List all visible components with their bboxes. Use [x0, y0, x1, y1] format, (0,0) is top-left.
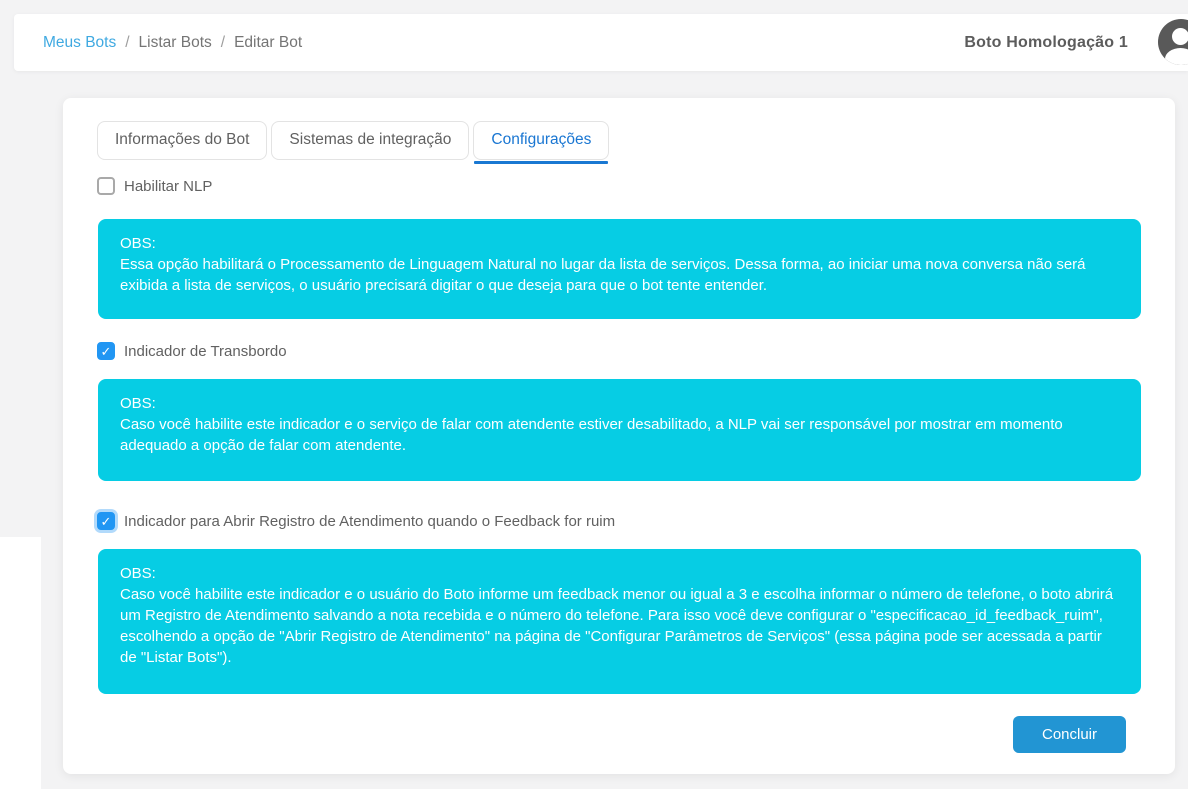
- breadcrumb-link-meus-bots[interactable]: Meus Bots: [43, 33, 117, 51]
- avatar-head-shape: [1172, 28, 1188, 45]
- bot-settings-card: [63, 98, 1175, 774]
- breadcrumb-item-editar-bot: Editar Bot: [234, 33, 303, 51]
- obs-text: Caso você habilite este indicador e o serviço de falar com atendente estiver desabilitado, a NLP vai ser responsável por mostrar em momento adequado a opção de falar com atendente.: [120, 416, 1063, 454]
- current-bot-name: Boto Homologação 1: [964, 33, 1128, 51]
- registro-feedback-label: Indicador para Abrir Registro de Atendimento quando o Feedback for ruim: [124, 512, 616, 530]
- obs-text: Caso você habilite este indicador e o usuário do Boto informe um feedback menor ou igual a 3 e escolha informar o número de telefone, o boto abrirá um Registro de Atendimento salvando a nota recebida e o número do telefone. Para isso você deve configurar o "especificacao_id_feedback_ruim", escolhendo a opção de "Abrir Registro de Atendimento" na página de "Configurar Parâmetros de Serviços" (essa página pode ser acessada a partir de "Listar Bots").: [120, 586, 1114, 666]
- setting-registro-atendimento-feedback: [97, 512, 1141, 530]
- tab-sistemas-de-integracao[interactable]: Sistemas de integração: [271, 121, 469, 160]
- concluir-button[interactable]: Concluir: [1013, 716, 1126, 753]
- obs-title: OBS:: [120, 235, 156, 252]
- registro-feedback-checkbox[interactable]: ✓: [97, 512, 115, 530]
- obs-box-registro-feedback: [98, 549, 1141, 694]
- top-header-bar: [14, 14, 1188, 71]
- setting-habilitar-nlp: [97, 177, 1141, 195]
- habilitar-nlp-label: Habilitar NLP: [124, 177, 213, 195]
- breadcrumb: [43, 34, 302, 52]
- breadcrumb-separator: /: [220, 33, 226, 51]
- obs-title: OBS:: [120, 395, 156, 412]
- breadcrumb-separator: /: [125, 33, 130, 51]
- tab-informacoes-do-bot[interactable]: Informações do Bot: [97, 121, 267, 160]
- indicador-transbordo-label: Indicador de Transbordo: [124, 342, 287, 360]
- card-footer: [1013, 716, 1126, 753]
- indicador-transbordo-checkbox[interactable]: ✓: [97, 342, 115, 360]
- tab-configuracoes[interactable]: Configurações: [473, 121, 609, 160]
- obs-box-transbordo: [98, 379, 1141, 481]
- obs-title: OBS:: [120, 565, 156, 582]
- setting-indicador-transbordo: [97, 342, 1141, 360]
- breadcrumb-item-listar-bots: Listar Bots: [138, 33, 212, 51]
- page-left-edge: [0, 537, 41, 789]
- obs-text: Essa opção habilitará o Processamento de Linguagem Natural no lugar da lista de serviços. Dessa forma, ao iniciar uma nova conversa não será exibida a lista de serviços, o usuário precisará digitar o que deseja para que o bot tente entender.: [120, 256, 1086, 294]
- obs-box-nlp: [98, 219, 1141, 319]
- header-right: [964, 34, 1128, 52]
- habilitar-nlp-checkbox[interactable]: [97, 177, 115, 195]
- avatar-shoulders-shape: [1165, 48, 1188, 65]
- tab-bar: [97, 121, 1141, 160]
